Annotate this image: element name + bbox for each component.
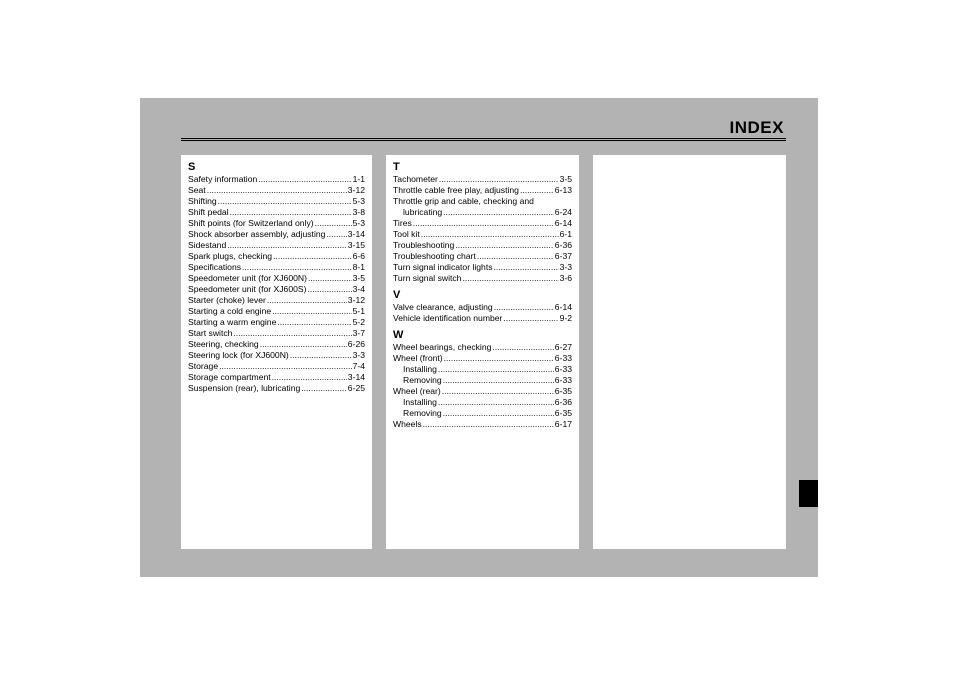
index-entry[interactable]: Steering, checking ..... 6-26	[188, 339, 365, 350]
thumb-index-tab	[799, 480, 818, 507]
index-subentry[interactable]: Installing ..... 6-36	[393, 397, 572, 408]
index-entry[interactable]: Safety information ..... 1-1	[188, 174, 365, 185]
index-entry[interactable]: Shock absorber assembly, adjusting ..... 3-14	[188, 229, 365, 240]
index-column-empty	[593, 155, 786, 549]
index-entry[interactable]: Speedometer unit (for XJ600N) ..... 3-5	[188, 273, 365, 284]
index-entry[interactable]: Shift points (for Switzerland only) ..... 5-3	[188, 218, 365, 229]
index-entry[interactable]: Speedometer unit (for XJ600S) ..... 3-4	[188, 284, 365, 295]
index-entry[interactable]: Turn signal indicator lights ..... 3-3	[393, 262, 572, 273]
index-entry[interactable]: Wheel (front) ..... 6-33	[393, 353, 572, 364]
index-subentry[interactable]: Removing ..... 6-35	[393, 408, 572, 419]
index-entry[interactable]: Suspension (rear), lubricating ..... 6-25	[188, 383, 365, 394]
index-entry[interactable]: lubricating ..... 6-24	[393, 207, 572, 218]
index-entry[interactable]: Tool kit ..... 6-1	[393, 229, 572, 240]
title-rule	[181, 138, 786, 141]
index-entry[interactable]: Wheels ..... 6-17	[393, 419, 572, 430]
index-subentry[interactable]: Removing ..... 6-33	[393, 375, 572, 386]
index-entry[interactable]: Troubleshooting ..... 6-36	[393, 240, 572, 251]
index-entry[interactable]: Tires ..... 6-14	[393, 218, 572, 229]
index-entry[interactable]: Throttle cable free play, adjusting ..... 6-13	[393, 185, 572, 196]
index-entry[interactable]: Seat ..... 3-12	[188, 185, 365, 196]
section-letter-w: W	[393, 329, 404, 341]
index-entry[interactable]: Spark plugs, checking ..... 6-6	[188, 251, 365, 262]
index-entry[interactable]: Starter (choke) lever ..... 3-12	[188, 295, 365, 306]
index-entry[interactable]: Starting a warm engine ..... 5-2	[188, 317, 365, 328]
index-entry[interactable]: Specifications ..... 8-1	[188, 262, 365, 273]
index-entry[interactable]: Turn signal switch ..... 3-6	[393, 273, 572, 284]
index-entry[interactable]: Wheel bearings, checking ..... 6-27	[393, 342, 572, 353]
index-entry[interactable]: Storage ..... 7-4	[188, 361, 365, 372]
index-entry[interactable]: Shifting ..... 5-3	[188, 196, 365, 207]
index-entry[interactable]: Valve clearance, adjusting ..... 6-14	[393, 302, 572, 313]
section-letter-v: V	[393, 289, 401, 301]
section-letter-s: S	[188, 161, 196, 173]
index-entry[interactable]: Tachometer ..... 3-5	[393, 174, 572, 185]
index-entry[interactable]: Starting a cold engine ..... 5-1	[188, 306, 365, 317]
index-column-tvw	[386, 155, 579, 549]
index-entry[interactable]: Steering lock (for XJ600N) ..... 3-3	[188, 350, 365, 361]
index-entry[interactable]: Wheel (rear) ..... 6-35	[393, 386, 572, 397]
index-entry[interactable]: Shift pedal ..... 3-8	[188, 207, 365, 218]
page-title: INDEX	[729, 118, 784, 137]
index-column-s	[181, 155, 372, 549]
index-entry[interactable]: Troubleshooting chart ..... 6-37	[393, 251, 572, 262]
section-letter-t: T	[393, 161, 400, 173]
index-entry[interactable]: Start switch ..... 3-7	[188, 328, 365, 339]
index-subentry[interactable]: Installing ..... 6-33	[393, 364, 572, 375]
index-entry[interactable]: Sidestand ..... 3-15	[188, 240, 365, 251]
index-entry-continued[interactable]: Throttle grip and cable, checking and	[393, 196, 534, 206]
index-entry[interactable]: Vehicle identification number ..... 9-2	[393, 313, 572, 324]
index-entry[interactable]: Storage compartment ..... 3-14	[188, 372, 365, 383]
